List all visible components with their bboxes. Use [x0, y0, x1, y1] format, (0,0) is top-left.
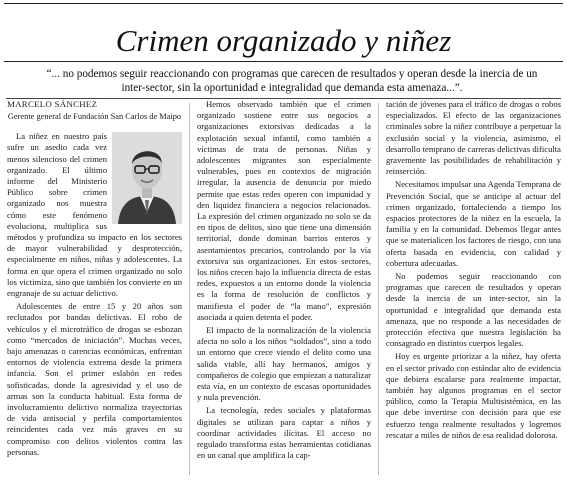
- article-title: Crimen organizado y niñez: [115, 23, 452, 58]
- author-role: Gerente general de Fundación San Carlos de Maipo: [7, 112, 182, 122]
- portrait-icon: [112, 132, 182, 224]
- column-1: [7, 99, 182, 477]
- column-divider: [189, 103, 190, 475]
- pull-quote: “... no podemos seguir reaccionando con programas que carecen de resultados y operan desde la inercia de un inter-sector, sin la oportunidad e integralidad que demanda esta amenaza...”.: [46, 68, 538, 94]
- paragraph: La niñez en nuestro país sufre un asedio cada vez menos silencioso del crimen organizado. El último informe del Ministerio Público sobre crimen organizado nos muestra cómo este fenómeno evoluciona, multiplica sus métodos y profundiza su impacto en los sectores de mayor vulnerabilidad y desprotección, especialmente en niños, niñas y adolescentes. La forma en que opera el crimen organizado no solo los victimiza, sino que también los convierte en un engranaje de su actuar delictivo.: [7, 131, 182, 299]
- paragraph: tación de jóvenes para el tráfico de drogas o robos especializados. El efecto de las organizaciones criminales sobre la niñez contribuye a perpetuar la exclusión social y la violencia, asimismo, el desarrollo temprano de carreras delictivas dificulta gravemente las posibilidades de rehabilitación y reinserción.: [386, 99, 561, 177]
- paragraph: Adolescentes de entre 15 y 20 años son reclutados por bandas delictivas. El robo de vehículos y el microtráfico de drogas se esbozan como “mercados de iniciación”. Muchas veces, bajo amenazas o carencias económicas, enfrentan entornos de violencia extrema desde la primera infancia. Son el primer eslabón en redes sofisticadas, donde la agresividad y el uso de armas son la conducta habitual. Esta forma de involucramiento delictivo normaliza trayectorias de vida antisocial y perfila comportamientos reincidentes cada vez más graves en su compromiso con delitos violentos contra las personas.: [7, 301, 182, 457]
- paragraph: La tecnología, redes sociales y plataformas digitales se utilizan para captar a niños y coordinar actividades ilícitas. El acceso no regulado transforma estas herramientas cotidianas en un canal que amplifica la cap-: [197, 405, 371, 461]
- column-divider: [378, 103, 379, 475]
- column-3: [386, 99, 561, 477]
- author-portrait: [112, 132, 182, 224]
- top-rule: [4, 3, 563, 4]
- author-name: MARCELO SÁNCHEZ: [7, 99, 98, 109]
- title-divider: [4, 61, 563, 62]
- column-2: [197, 99, 371, 477]
- paragraph: Hemos observado también que el crimen organizado sostiene entre sus negocios a organizaciones extorsivas dedicadas a la explotación sexual infantil, como también a víctimas de trata de personas. Niñas y adolescentes migrantes son especialmente vulnerables, pues en contextos de migración irregular, la ausencia de denuncia por miedo permite que estas redes operen con impunidad y den liquidez financiera a negocios relacionados. La expresión del crimen organizado no solo se da en tipos de delitos, sino que tiene una dimensión territorial, donde dominan barrios enteros y asentamientos precarios, controlando por la vía extorsiva sus organizaciones. En estos sectores, los niños crecen bajo la influencia directa de estas redes, expuestos a un entorno donde la violencia es la forma de resolución de conflictos y manifiesta el poder de “la mano”, expresión asociada a quien detenta el poder.: [197, 99, 371, 322]
- paragraph: No podemos seguir reaccionando con programas que carecen de resultados y operan desde la inercia de un inter-sector, sin la oportunidad e integralidad que demanda esta amenaza, que no responde a las necesidades de protección efectiva que nuestra legislación ha consagrado en distintos cuerpos legales.: [386, 271, 561, 349]
- paragraph: El impacto de la normalización de la violencia afecta no solo a los niños “soldados”, sino a todo un entorno que crece viendo el delito como una salida viable, allí hay hermanos, amigos y compañeros de colegio que empiezan a naturalizar esta vía, en un contexto de escasas oportunidades y nula prevención.: [197, 325, 371, 403]
- paragraph: Hoy es urgente priorizar a la niñez, hay oferta en el sector privado con estándar alto de evidencia que debiera escalarse para realmente impactar, también hay algunos programas en el sector público, como la Terapia Multisistémica, en las que debe invertirse con decisión para que ese esfuerzo tenga realmente resultados y logremos rescatar a miles de niños de esa realidad dolorosa.: [386, 351, 561, 440]
- paragraph: Necesitamos impulsar una Agenda Temprana de Prevención Social, que se anticipe al actuar del crimen organizado, fortaleciendo a tiempo los espacios protectores de la niñez en la escuela, la familia y en la comunidad. Debemos llegar antes que se materialicen los factores de riesgo, con una oferta basada en evidencia, con calidad y cobertura adecuadas.: [386, 179, 561, 268]
